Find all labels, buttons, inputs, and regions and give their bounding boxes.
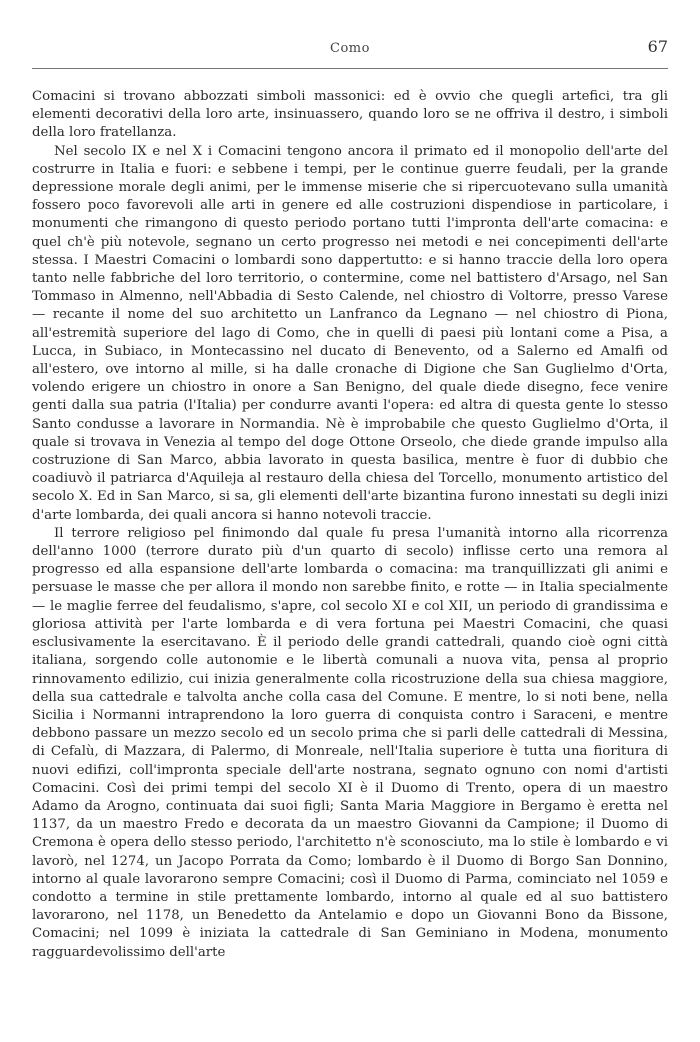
- body-text: [32, 88, 668, 962]
- paragraph-continued: Comacini si trovano abbozzati simboli massonici: ed è ovvio che quegli artefici, tra gli elementi decorativi della loro arte, insinuassero, quando loro se ne offriva il destro, i simboli della loro fratellanza.: [32, 89, 668, 141]
- paragraph: Il terrore religioso pel finimondo dal quale fu presa l'umanità intorno alla ricorrenza dell'anno 1000 (terrore durato più d'un quarto di secolo) inflisse certo una remora al progresso ed alla espansione dell'arte lombarda o comacina: ma tranquillizzati gli animi e persuase le masse che per allora il mondo non sarebbe finito, e rotte — in Italia specialmente — le maglie ferree del feudalismo, s'apre, col secolo XI e col XII, un periodo di grandissima e gloriosa attività per l'arte lombarda e di vera fortuna pei Maestri Comacini, che quasi esclusivamente la esercitavano. È il periodo delle grandi cattedrali, quando cioè ogni città italiana, sorgendo colle autonomie e le libertà comunali a nuova vita, pensa al proprio rinnovamento edilizio, cui inizia generalmente colla ricostruzione della sua chiesa maggiore, della sua cattedrale e talvolta anche colla casa del Comune. E mentre, lo si noti bene, nella Sicilia i Normanni intraprendono la loro guerra di conquista contro i Saraceni, e mentre debbono passare un mezzo secolo ed un secolo prima che si parli delle cattedrali di Messina, di Cefalù, di Mazzara, di Palermo, di Monreale, nell'Italia superiore è tutta una fioritura di nuovi edifizi, coll'impronta speciale dell'arte nostrana, segnato ognuno con nomi d'artisti Comacini. Così dei primi tempi del secolo XI è il Duomo di Trento, opera di un maestro Adamo da Arogno, continuata dai suoi figli; Santa Maria Maggiore in Bergamo è eretta nel 1137, da un maestro Fredo e decorata da un maestro Giovanni da Campione; il Duomo di Cremona è opera dello stesso periodo, l'architetto n'è sconosciuto, ma lo stile è lombardo e vi lavorò, nel 1274, un Jacopo Porrata da Como; lombardo è il Duomo di Borgo San Donnino, intorno al quale lavorarono sempre Comacini; così il Duomo di Parma, cominciato nel 1059 e condotto a termine in stile prettamente lombardo, intorno al quale ed al suo battistero lavorarono, nel 1178, un Benedetto da Antelamio e dopo un Giovanni Bono da Bissone, Comacini; nel 1099 è iniziata la cattedrale di San Geminiano in Modena, monumento ragguardevolissimo dell'arte: [32, 525, 668, 960]
- page-number: 67: [647, 37, 668, 56]
- paragraph: Nel secolo IX e nel X i Comacini tengono ancora il primato ed il monopolio dell'arte del costrurre in Italia e fuori: e sebbene i tempi, per le continue guerre feudali, per la grande depressione morale degli animi, per le immense miserie che si ripercuotevano sulla umanità fossero poco favorevoli alle arti in genere ed alle costruzioni dispendiose in particolare, i monumenti che rimangono di questo periodo portano tutti l'impronta dell'arte comacina: e quel ch'è più notevole, segnano un certo progresso nei metodi e nei concepimenti dell'arte stessa. I Maestri Comacini o lombardi sono dappertutto: e si hanno traccie della loro opera tanto nelle fabbriche del loro territorio, o contermine, come nel battistero d'Arsago, nel San Tommaso in Almenno, nell'Abbadia di Sesto Calende, nel chiostro di Voltorre, presso Varese — recante il nome del suo architetto un Lanfranco da Legnano — nel chiostro di Piona, all'estremità superiore del lago di Como, che in quelli di paesi più lontani come a Pisa, a Lucca, in Subiaco, in Montecassino nel ducato di Benevento, od a Salerno ed Amalfi od all'estero, ove intorno al mille, si ha dalle cronache di Digione che San Guglielmo d'Orta, volendo erigere un chiostro in onore a San Benigno, del quale diede disegno, fece venire genti dalla sua patria (l'Italia) per condurre avanti l'opera: ed altra di questa gente lo stesso Santo condusse a lavorare in Normandia. Nè è improbabile che questo Guglielmo d'Orta, il quale si trovava in Venezia al tempo del doge Ottone Orseolo, che diede grande impulso alla costruzione di San Marco, abbia lavorato in questa basilica, mentre è fuor di dubbio che coadiuvò il patriarca d'Aquileja al restauro della chiesa del Torcello, monumento artistico del secolo X. Ed in San Marco, si sa, gli elementi dell'arte bizantina furono innestati su degli inizi d'arte lombarda, dei quali ancora si hanno notevoli traccie.: [32, 143, 668, 523]
- running-title: Como: [330, 41, 370, 56]
- page-header: [32, 35, 668, 61]
- header-rule: [32, 68, 668, 69]
